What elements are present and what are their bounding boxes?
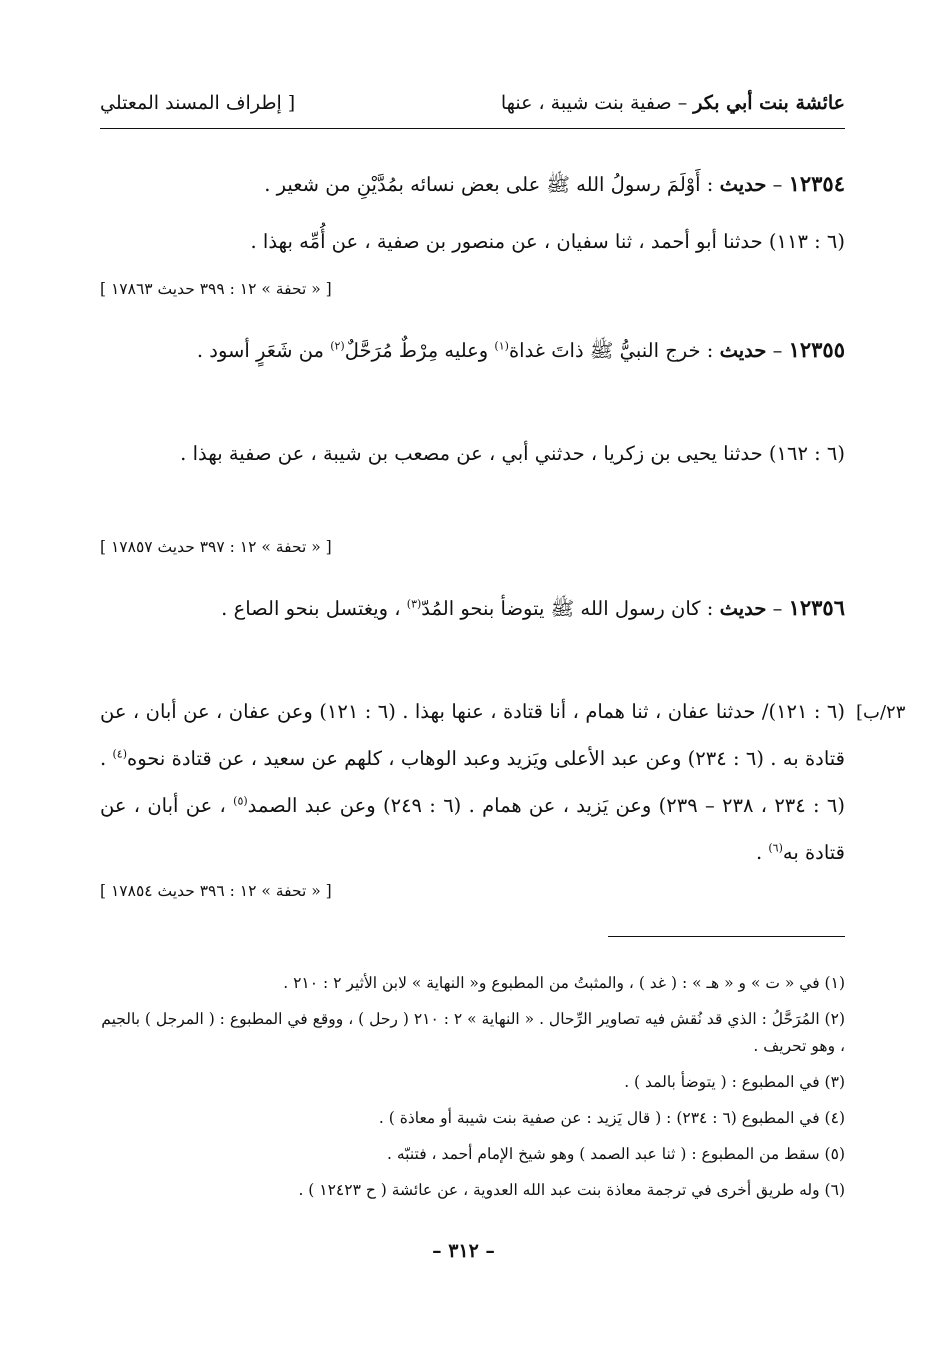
page-number: – ٣١٢ – (432, 1240, 495, 1262)
entry-dash: – (766, 597, 789, 620)
isnad-12355 (100, 430, 845, 477)
tuhfa-reference-12354 (100, 280, 845, 298)
header-book-name: [ إطراف المسند المعتلي (100, 92, 296, 114)
entry-dash: – (766, 173, 789, 196)
entry-dash: – (766, 339, 789, 362)
running-header (100, 92, 845, 130)
hadith-entry-12356 (100, 584, 845, 632)
footnote-5: (٥) سقط من المطبوع : ( ثنا عبد الصمد ) وهو شيخ الإمام أحمد ، فتنبّه . (387, 1145, 845, 1163)
hadith-entry-12354 (100, 160, 845, 208)
hadith-text: : أَوْلَمَ رسولُ الله ﷺ على بعض نسائه بمُدَّيْنِ من شعير . (264, 173, 720, 196)
footnote-1: (١) في « ت » و « هـ » : ( غد ) ، والمثبتُ من المطبوع و« النهاية » لابن الأثير ٢ : ٢١٠ . (283, 974, 845, 992)
reference-text: [ « تحفة » ١٢ : ٣٩٦ حديث ١٧٨٥٤ ] (100, 882, 332, 900)
hadith-text-part: : كان رسول الله ﷺ يتوضأ بنحو المُدّ (421, 597, 720, 620)
entry-number: ١٢٣٥٥ (788, 337, 845, 362)
footnote-marker: (٢) (330, 339, 345, 353)
footnote-2: (٢) المُرَحَّلُ : الذي قد نُقش فيه تصاوير الرِّحال . « النهاية » ٢ : ٢١٠ ( رحل ) ، ووقع في المطبوع : ( المرجل ) بالجيم ، وهو تحريف . (101, 1010, 845, 1055)
tuhfa-reference-12355 (100, 538, 845, 556)
reference-text: [ « تحفة » ١٢ : ٣٩٩ حديث ١٧٨٦٣ ] (100, 280, 332, 298)
reference-text: [ « تحفة » ١٢ : ٣٩٧ حديث ١٧٨٥٧ ] (100, 538, 332, 556)
footnote-4: (٤) في المطبوع (٦ : ٢٣٤) : ( قال يَزيد : عن صفية بنت شيبة أو معاذة ) . (378, 1109, 845, 1127)
manuscript-folio-marker: ٢٣/ب] (856, 702, 906, 723)
hadith-label: حديث (719, 339, 767, 362)
isnad-text-part: ، عن أبان ، عن قتادة به (100, 794, 845, 864)
footnote-marker: (١) (494, 339, 509, 353)
header-title-rest: – صفية بنت شيبة ، عنها (500, 92, 694, 114)
hadith-entry-12355 (100, 326, 845, 374)
header-title-bold: عائشة بنت أبي بكر (693, 92, 845, 114)
header-divider (100, 128, 845, 129)
isnad-text-part: . (٦ : ٢٣٤ ، ٢٣٨ – ٢٣٩) وعن يَزيد ، عن همام . (٦ : ٢٤٩) وعن عبد الصمد (100, 747, 846, 817)
isnad-text-part: . (755, 841, 769, 864)
isnad-text: (٦ : ١١٣) حدثنا أبو أحمد ، ثنا سفيان ، عن منصور بن صفية ، عن أُمِّه بهذا . (250, 230, 845, 253)
footnote-marker: (٤) (112, 747, 128, 761)
footnote-marker: (٣) (406, 597, 422, 611)
hadith-text-part: ، ويغتسل بنحو الصاع . (221, 597, 407, 620)
isnad-12356 (100, 688, 845, 876)
isnad-text-part: (٦ : ١٢١)/ حدثنا عفان ، ثنا همام ، أنا قتادة ، عنها بهذا . (٦ : ١٢١) وعن عفان ، عن أبان ، عن قتادة به . (٦ : ٢٣٤) وعن عبد الأعلى ويَزيد وعبد الوهاب ، كلهم عن سعيد ، عن قتادة نحوه (100, 700, 846, 770)
hadith-text-part: : خرج النبيُّ ﷺ ذاتَ غداة (508, 339, 720, 362)
hadith-label: حديث (719, 597, 767, 620)
tuhfa-reference-12356 (100, 882, 845, 900)
footnote-6: (٦) وله طريق أخرى في ترجمة معاذة بنت عبد الله العدوية ، عن عائشة ( ح ١٢٤٢٣ ) . (298, 1181, 845, 1199)
entry-number: ١٢٣٥٤ (788, 171, 845, 196)
isnad-12354 (100, 218, 845, 265)
footnote-3: (٣) في المطبوع : ( يتوضأ بالمد ) . (624, 1073, 845, 1091)
footnote-marker: (٥) (233, 794, 248, 808)
hadith-text-part: وعليه مِرْطٌ مُرَحَّلٌ (344, 339, 495, 362)
entry-number: ١٢٣٥٦ (788, 595, 845, 620)
header-title (501, 92, 845, 114)
footnotes (100, 970, 845, 1213)
isnad-text: (٦ : ١٦٢) حدثنا يحيى بن زكريا ، حدثني أبي ، عن مصعب بن شيبة ، عن صفية بهذا . (180, 442, 845, 465)
footnote-divider (608, 936, 845, 937)
hadith-label: حديث (719, 173, 767, 196)
hadith-text-part: من شَعَرٍ أسود . (196, 339, 331, 362)
footnote-marker: (٦) (768, 841, 783, 855)
